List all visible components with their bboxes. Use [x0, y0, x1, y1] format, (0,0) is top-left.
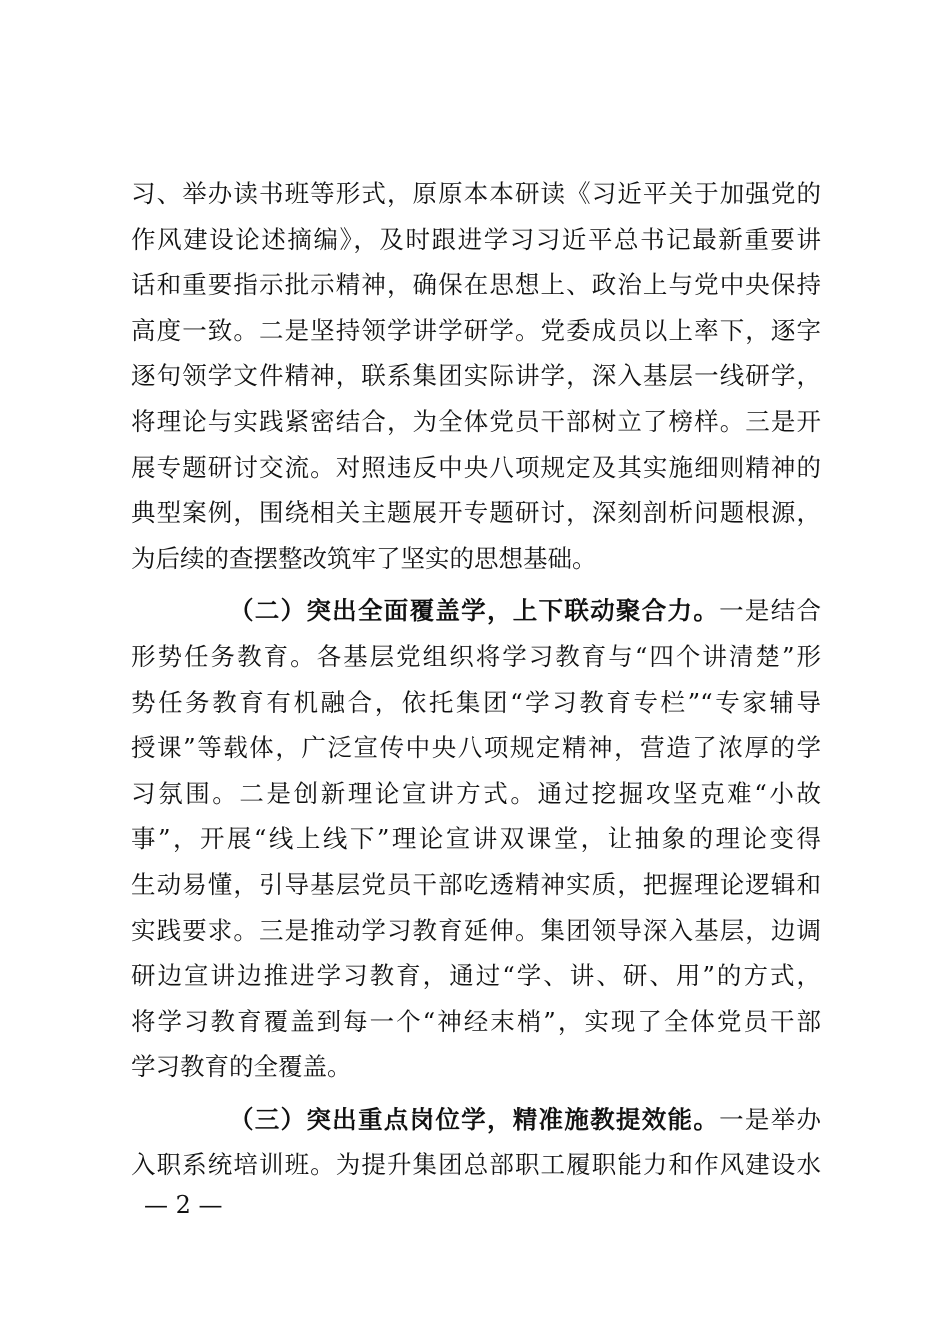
- paragraph-spacing: [131, 1090, 821, 1097]
- paragraph-first-line: [131, 1097, 821, 1143]
- text-line: 习氛围。二是创新理论宣讲方式。通过挖掘攻坚克难“小故: [131, 778, 821, 808]
- text-line: 生动易懂，引导基层党员干部吃透精神实质，把握理论逻辑和: [131, 869, 821, 899]
- text-line: 形势任务教育。各基层党组织将学习教育与“四个讲清楚”形: [131, 641, 821, 671]
- text-line: 势任务教育有机融合，依托集团“学习教育专栏”“专家辅导: [131, 687, 821, 717]
- paragraph-2: [131, 588, 821, 1090]
- paragraph-spacing: [131, 581, 821, 588]
- text-line: 逐句领学文件精神，联系集团实际讲学，深入基层一线研学，: [131, 361, 821, 391]
- text-line: 将理论与实践紧密结合，为全体党员干部树立了榜样。三是开: [131, 406, 821, 436]
- text-line: 将学习教育覆盖到每一个“神经末梢”，实现了全体党员干部: [131, 1006, 821, 1036]
- text-line: 实践要求。三是推动学习教育延伸。集团领导深入基层，边调: [131, 915, 821, 945]
- text-line: 入职系统培训班。为提升集团总部职工履职能力和作风建设水: [131, 1150, 821, 1180]
- text-line: 高度一致。二是坚持领学讲学研学。党委成员以上率下，逐字: [131, 315, 821, 345]
- paragraph-3: [131, 1097, 821, 1188]
- text-line: 典型案例，围绕相关主题展开专题研讨，深刻剖析问题根源，: [131, 498, 821, 528]
- paragraph-first-line: [131, 588, 821, 634]
- text-line: 授课”等载体，广泛宣传中央八项规定精神，营造了浓厚的学: [131, 733, 821, 763]
- text-line: 学习教育的全覆盖。: [131, 1052, 352, 1082]
- paragraph-1: [131, 171, 821, 581]
- page-number: — 2 —: [144, 1191, 223, 1219]
- text-line: 研边宣讲边推进学习教育，通过“学、讲、研、用”的方式，: [131, 961, 821, 991]
- text-run: 一是举办: [719, 1104, 822, 1134]
- section-heading-3: （三）突出重点岗位学，精准施教提效能。: [229, 1104, 720, 1134]
- text-line: 作风建设论述摘编》，及时跟进学习习近平总书记最新重要讲: [131, 224, 821, 254]
- text-line: 习、举办读书班等形式，原原本本研读《习近平关于加强党的: [131, 179, 821, 208]
- text-line: 为后续的查摆整改筑牢了坚实的思想基础。: [131, 543, 597, 573]
- text-line: 话和重要指示批示精神，确保在思想上、政治上与党中央保持: [131, 270, 821, 300]
- body-text: [131, 171, 821, 1188]
- text-run: 一是结合: [719, 596, 822, 626]
- text-line: 展专题研讨交流。对照违反中央八项规定及其实施细则精神的: [131, 452, 821, 482]
- section-heading-2: （二）突出全面覆盖学，上下联动聚合力。: [229, 596, 720, 626]
- text-line: 事”，开展“线上线下”理论宣讲双课堂，让抽象的理论变得: [131, 824, 821, 854]
